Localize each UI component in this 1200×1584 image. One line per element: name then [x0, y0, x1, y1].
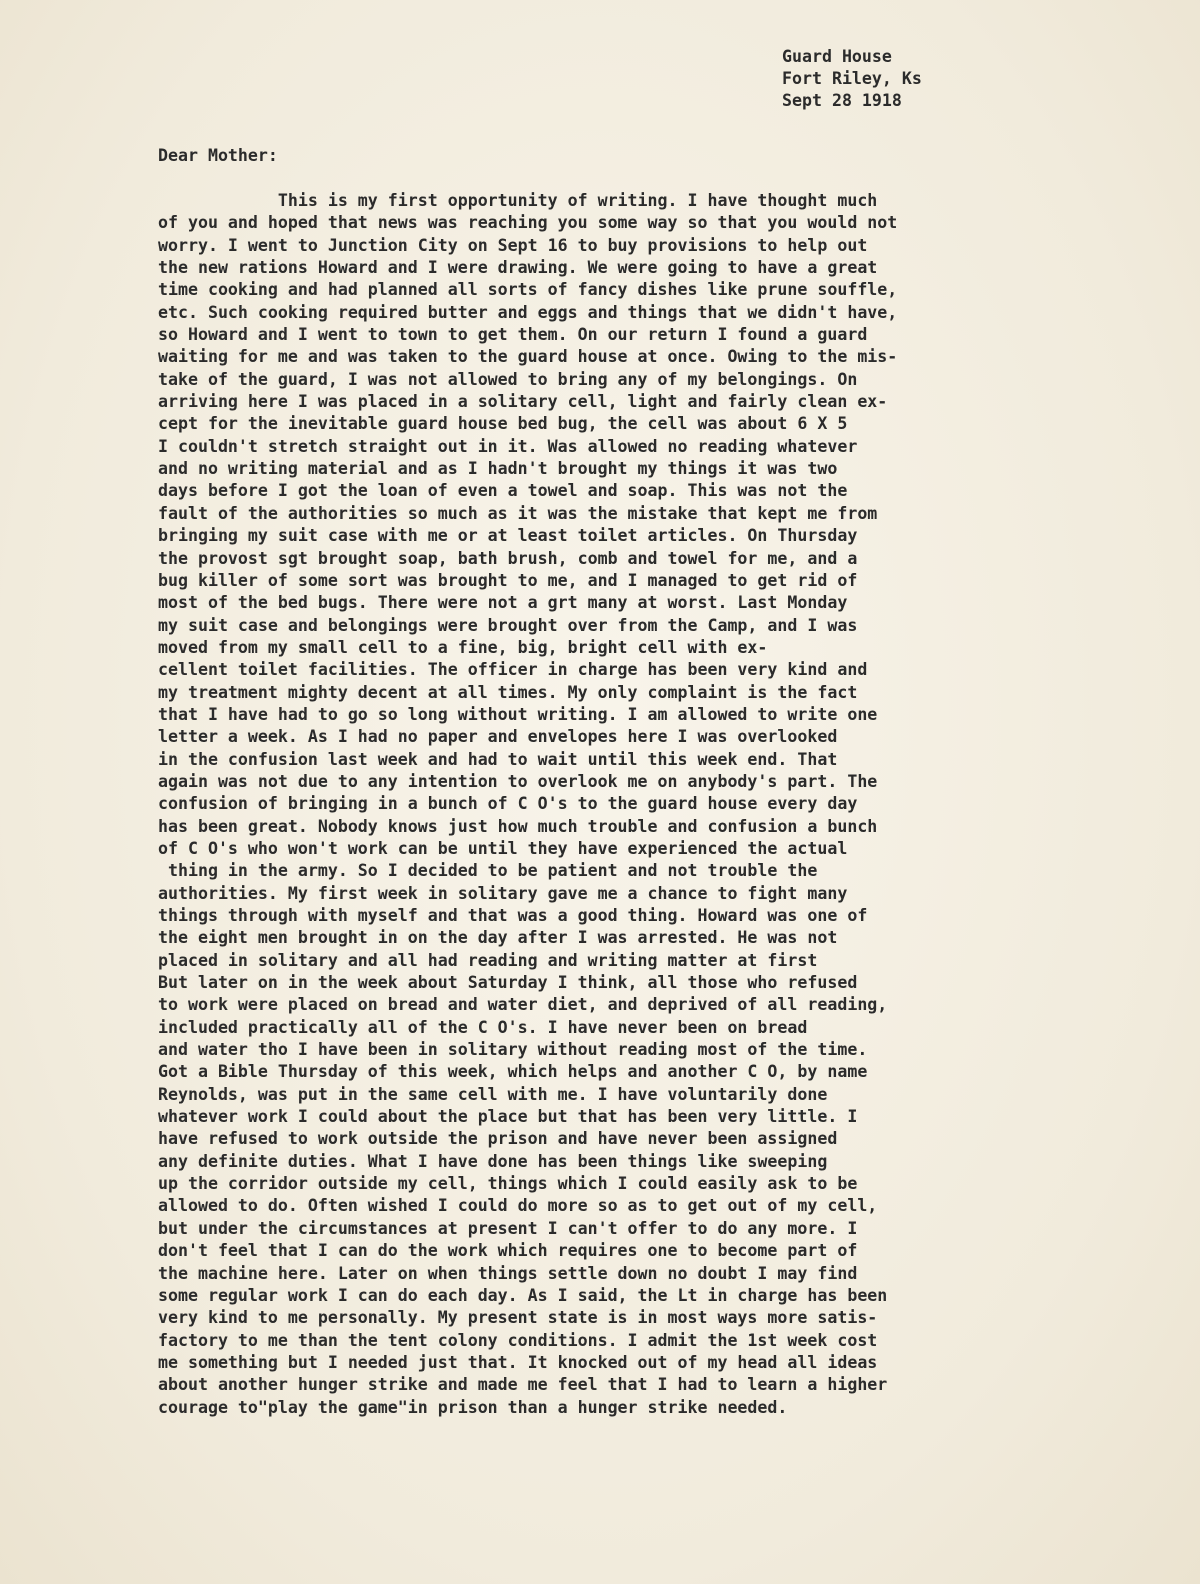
letter-line: of C O's who won't work can be until they have experienced the actual	[158, 838, 848, 858]
letter-line: again was not due to any intention to overlook me on anybody's part. The	[158, 771, 878, 791]
letter-line: to work were placed on bread and water diet, and deprived of all reading,	[158, 995, 888, 1015]
heading-location: Fort Riley, Ks	[782, 69, 922, 88]
letter-line: time cooking and had planned all sorts of fancy dishes like prune souffle,	[158, 280, 898, 300]
letter-line: moved from my small cell to a fine, big, bright cell with ex-	[158, 637, 768, 657]
letter-line: me something but I needed just that. It knocked out of my head all ideas	[158, 1352, 878, 1372]
letter-line: arriving here I was placed in a solitary cell, light and fairly clean ex-	[158, 392, 888, 412]
letter-line: allowed to do. Often wished I could do more so as to get out of my cell,	[158, 1196, 878, 1216]
letter-line: etc. Such cooking required butter and eggs and things that we didn't have,	[158, 302, 898, 322]
heading-date: Sept 28 1918	[782, 91, 902, 110]
letter-line: authorities. My first week in solitary gave me a chance to fight many	[158, 883, 848, 903]
letter-line: about another hunger strike and made me feel that I had to learn a higher	[158, 1375, 888, 1395]
letter-line: bug killer of some sort was brought to me, and I managed to get rid of	[158, 570, 858, 590]
letter-line: cellent toilet facilities. The officer in charge has been very kind and	[158, 660, 868, 680]
letter-line: in the confusion last week and had to wait until this week end. That	[158, 749, 838, 769]
letter-line: has been great. Nobody knows just how much trouble and confusion a bunch	[158, 816, 878, 836]
letter-line: the eight men brought in on the day after I was arrested. He was not	[158, 928, 838, 948]
letter-line: things through with myself and that was a good thing. Howard was one of	[158, 906, 868, 925]
letter-line: very kind to me personally. My present state is in most ways more satis-	[158, 1308, 878, 1328]
letter-line: so Howard and I went to town to get them. On our return I found a guard	[158, 325, 868, 345]
letter-line: thing in the army. So I decided to be patient and not trouble the	[158, 861, 818, 881]
letter-line: have refused to work outside the prison and have never been assigned	[158, 1129, 838, 1149]
letter-line: included practically all of the C O's. I have never been on bread	[158, 1017, 808, 1037]
letter-line: the provost sgt brought soap, bath brush, comb and towel for me, and a	[158, 548, 858, 568]
letter-line: This is my first opportunity of writing. I have thought much	[158, 191, 878, 210]
letter-line: factory to me than the tent colony conditions. I admit the 1st week cost	[158, 1330, 878, 1350]
letter-line: letter a week. As I had no paper and envelopes here I was overlooked	[158, 727, 838, 747]
letter-line: and no writing material and as I hadn't brought my things it was two	[158, 459, 838, 479]
letter-line: Got a Bible Thursday of this week, which helps and another C O, by name	[158, 1062, 868, 1082]
letter-line: bringing my suit case with me or at least toilet articles. On Thursday	[158, 526, 858, 546]
letter-heading	[782, 46, 922, 112]
letter-line: and water tho I have been in solitary without reading most of the time.	[158, 1040, 868, 1060]
heading-place: Guard House	[782, 47, 892, 66]
letter-line: whatever work I could about the place but that has been very little. I	[158, 1107, 858, 1127]
letter-line: most of the bed bugs. There were not a grt many at worst. Last Monday	[158, 593, 848, 613]
letter-line: I couldn't stretch straight out in it. Was allowed no reading whatever	[158, 436, 858, 456]
letter-line: my treatment mighty decent at all times. My only complaint is the fact	[158, 682, 858, 702]
letter-body	[158, 190, 1058, 1419]
letter-line: But later on in the week about Saturday I think, all those who refused	[158, 973, 858, 993]
letter-line: any definite duties. What I have done has been things like sweeping	[158, 1151, 828, 1171]
letter-line: cept for the inevitable guard house bed bug, the cell was about 6 X 5	[158, 414, 848, 434]
letter-line: but under the circumstances at present I can't offer to do any more. I	[158, 1218, 858, 1238]
letter-line: don't feel that I can do the work which requires one to become part of	[158, 1241, 858, 1261]
letter-line: of you and hoped that news was reaching you some way so that you would not	[158, 213, 898, 233]
letter-line: confusion of bringing in a bunch of C O's to the guard house every day	[158, 794, 858, 814]
letter-line: take of the guard, I was not allowed to bring any of my belongings. On	[158, 369, 858, 389]
letter-line: my suit case and belongings were brought over from the Camp, and I was	[158, 615, 858, 635]
letter-line: that I have had to go so long without writing. I am allowed to write one	[158, 704, 878, 724]
letter-line: courage to"play the game"in prison than a hunger strike needed.	[158, 1397, 788, 1417]
letter-line: the machine here. Later on when things settle down no doubt I may find	[158, 1263, 858, 1283]
letter-line: days before I got the loan of even a towel and soap. This was not the	[158, 481, 848, 501]
salutation: Dear Mother:	[158, 146, 278, 165]
letter-line: up the corridor outside my cell, things which I could easily ask to be	[158, 1174, 858, 1194]
letter-line: waiting for me and was taken to the guard house at once. Owing to the mis-	[158, 347, 898, 367]
letter-line: fault of the authorities so much as it was the mistake that kept me from	[158, 503, 878, 523]
letter-line: the new rations Howard and I were drawing. We were going to have a great	[158, 258, 878, 278]
letter-line: worry. I went to Junction City on Sept 16 to buy provisions to help out	[158, 235, 868, 255]
letter-line: placed in solitary and all had reading and writing matter at first	[158, 950, 818, 970]
letter-line: Reynolds, was put in the same cell with me. I have voluntarily done	[158, 1084, 828, 1104]
letter-line: some regular work I can do each day. As I said, the Lt in charge has been	[158, 1285, 888, 1305]
